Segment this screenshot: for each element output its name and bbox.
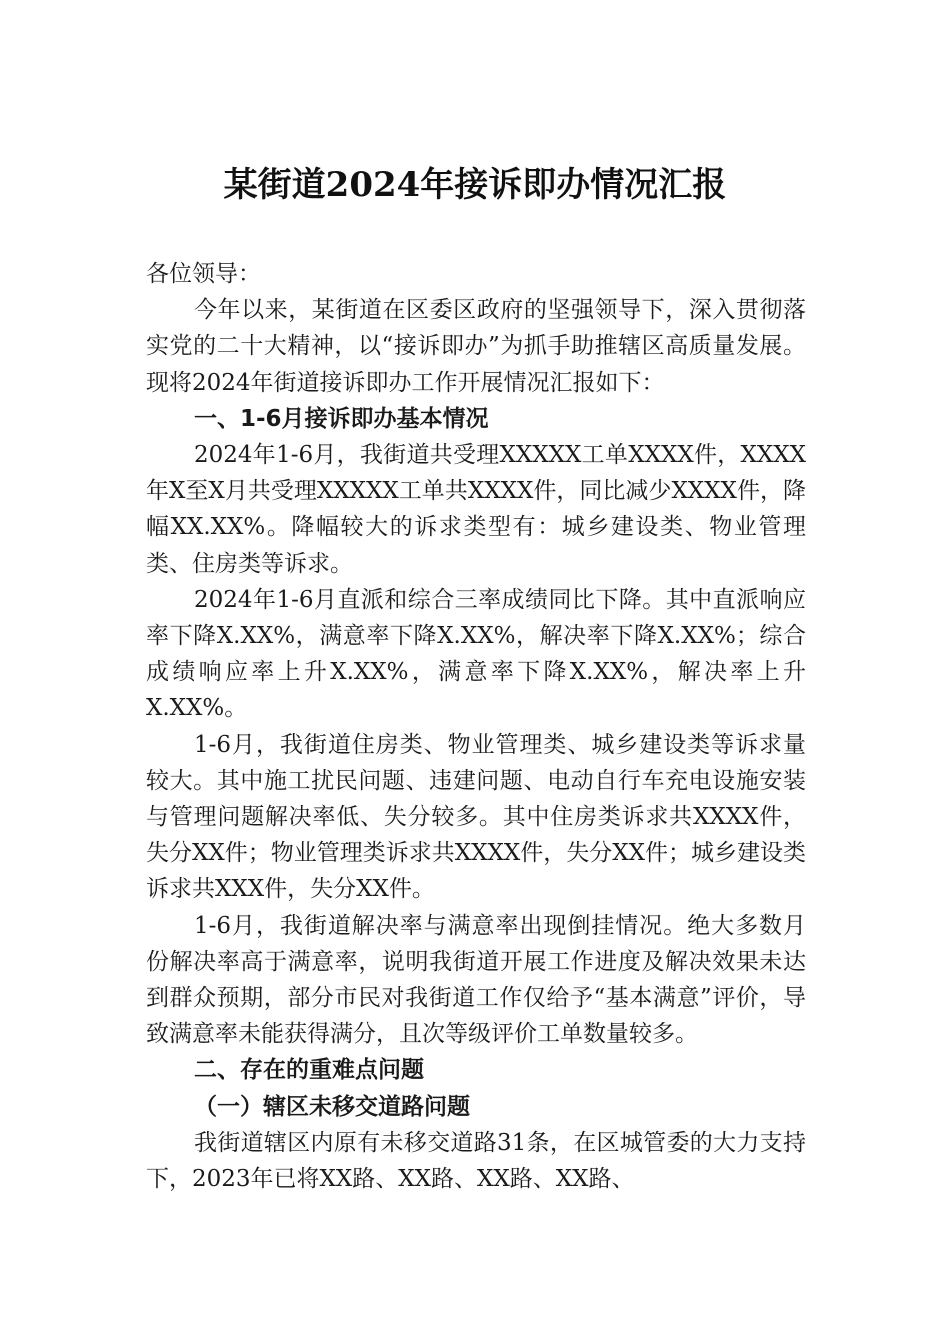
section-1-paragraph-1: 2024年1-6月，我街道共受理XXXXX工单XXXX件，XXXX年X至X月共受理XXXXX工单共XXXX件，同比减少XXXX件，降幅XX.XX%。降幅较大的诉求类型有：城乡建设类、物业管理类、住房类等诉求。 xyxy=(146,442,806,577)
section-1-paragraph-4: 1-6月，我街道解决率与满意率出现倒挂情况。绝大多数月份解决率高于满意率，说明我街道开展工作进度及解决效果未达到群众预期，部分市民对我街道工作仅给予“基本满意”评价，导致满意率未能获得满分，且次等级评价工单数量较多。 xyxy=(146,912,806,1048)
section-1-paragraph-2: 2024年1-6月直派和综合三率成绩同比下降。其中直派响应率下降X.XX%，满意率下降X.XX%，解决率下降X.XX%；综合成绩响应率上升X.XX%，满意率下降X.XX%，解决率上升X.XX%。 xyxy=(146,586,806,722)
section-2-paragraph-1: 我街道辖区内原有未移交道路31条，在区城管委的大力支持下，2023年已将XX路、XX路、XX路、XX路、 xyxy=(146,1129,806,1193)
section-2-subheading-1: （一）辖区未移交道路问题 xyxy=(194,1092,470,1120)
intro-paragraph: 今年以来，某街道在区委区政府的坚强领导下，深入贯彻落实党的二十大精神，以“接诉即办”为抓手助推辖区高质量发展。现将2024年街道接诉即办工作开展情况汇报如下： xyxy=(146,297,806,396)
document-title: 某街道2024年接诉即办情况汇报 xyxy=(223,165,727,205)
document-body xyxy=(146,256,806,1197)
section-1-paragraph-3: 1-6月，我街道住房类、物业管理类、城乡建设类等诉求量较大。其中施工扰民问题、违建问题、电动自行车充电设施安装与管理问题解决率低、失分较多。其中住房类诉求共XXXX件，失分XX件；物业管理类诉求共XXXX件，失分XX件；城乡建设类诉求共XXX件，失分XX件。 xyxy=(146,731,806,903)
salutation: 各位领导： xyxy=(146,261,261,287)
section-2-heading: 二、存在的重难点问题 xyxy=(194,1057,424,1084)
section-1-heading: 一、1-6月接诉即办基本情况 xyxy=(194,405,489,432)
